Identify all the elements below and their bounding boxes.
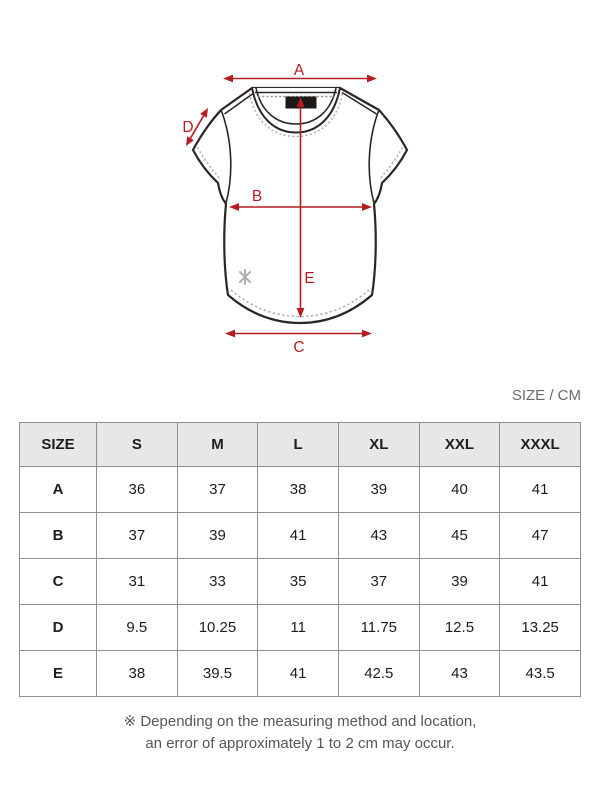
cell-a-s: 36: [97, 467, 178, 513]
size-table: [19, 422, 581, 697]
cell-c-xl: 37: [338, 559, 419, 605]
cell-e-m: 39.5: [177, 651, 258, 697]
header-size: SIZE: [20, 423, 97, 467]
table-row-d: [20, 605, 581, 651]
row-label-a: A: [20, 467, 97, 513]
cell-b-xxxl: 47: [500, 513, 581, 559]
cell-a-xl: 39: [338, 467, 419, 513]
row-label-d: D: [20, 605, 97, 651]
cell-c-l: 35: [258, 559, 339, 605]
cell-b-xl: 43: [338, 513, 419, 559]
cell-b-s: 37: [97, 513, 178, 559]
cell-d-xl: 11.75: [338, 605, 419, 651]
row-label-e: E: [20, 651, 97, 697]
header-l: L: [258, 423, 339, 467]
cell-a-l: 38: [258, 467, 339, 513]
cell-a-xxl: 40: [419, 467, 500, 513]
cell-e-xl: 42.5: [338, 651, 419, 697]
measure-label-e: E: [304, 270, 315, 287]
table-row-e: [20, 651, 581, 697]
cell-d-l: 11: [258, 605, 339, 651]
cell-b-m: 39: [177, 513, 258, 559]
header-xl: XL: [338, 423, 419, 467]
cell-d-m: 10.25: [177, 605, 258, 651]
tshirt-measurement-diagram: [100, 30, 500, 360]
cell-c-s: 31: [97, 559, 178, 605]
table-row-b: [20, 513, 581, 559]
measure-label-a: A: [293, 62, 305, 79]
cell-c-xxxl: 41: [500, 559, 581, 605]
size-unit-label: SIZE / CM: [511, 387, 581, 404]
cell-e-s: 38: [97, 651, 178, 697]
measure-label-c: C: [293, 339, 305, 356]
measure-arrow-c: [225, 330, 372, 338]
footnote-line-2: an error of approximately 1 to 2 cm may occur.: [145, 735, 455, 752]
measure-label-d: D: [182, 119, 194, 136]
header-m: M: [177, 423, 258, 467]
cell-e-l: 41: [258, 651, 339, 697]
cell-c-m: 33: [177, 559, 258, 605]
cell-a-m: 37: [177, 467, 258, 513]
table-row-c: [20, 559, 581, 605]
cell-a-xxxl: 41: [500, 467, 581, 513]
tshirt-diagram-svg: [100, 30, 500, 360]
header-xxxl: XXXL: [500, 423, 581, 467]
table-header-row: [20, 423, 581, 467]
footnote-line-1: ※ Depending on the measuring method and location,: [123, 713, 477, 730]
table-row-a: [20, 467, 581, 513]
cell-c-xxl: 39: [419, 559, 500, 605]
cell-d-xxl: 12.5: [419, 605, 500, 651]
cell-d-s: 9.5: [97, 605, 178, 651]
row-label-b: B: [20, 513, 97, 559]
footnote: [0, 711, 600, 755]
measure-label-b: B: [251, 188, 263, 205]
cell-e-xxl: 43: [419, 651, 500, 697]
cell-e-xxxl: 43.5: [500, 651, 581, 697]
cell-b-xxl: 45: [419, 513, 500, 559]
cell-b-l: 41: [258, 513, 339, 559]
header-s: S: [97, 423, 178, 467]
header-xxl: XXL: [419, 423, 500, 467]
cell-d-xxxl: 13.25: [500, 605, 581, 651]
row-label-c: C: [20, 559, 97, 605]
